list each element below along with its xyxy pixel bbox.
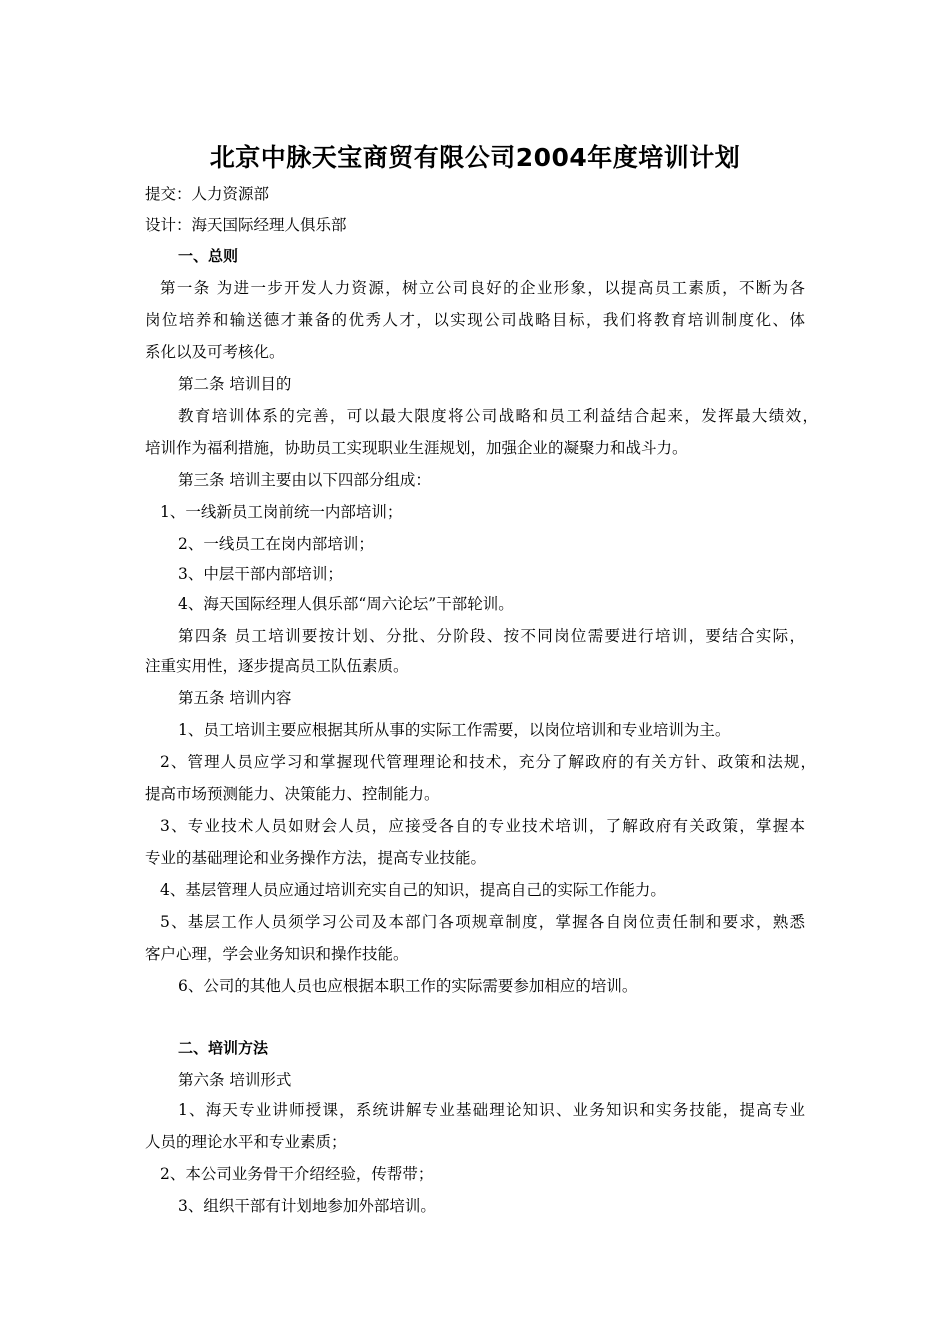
list-item: 4、海天国际经理人俱乐部“周六论坛”干部轮训。 <box>178 595 514 613</box>
list-item: 2、本公司业务骨干介绍经验，传帮带； <box>160 1165 434 1183</box>
designer-line: 设计：海天国际经理人俱乐部 <box>145 216 347 234</box>
article-2-line: 教育培训体系的完善，可以最大限度将公司战略和员工利益结合起来，发挥最大绩效， <box>178 407 818 425</box>
list-item: 3、专业技术人员如财会人员，应接受各自的专业技术培训，了解政府有关政策，掌握本 <box>160 817 805 835</box>
submitter-line: 提交：人力资源部 <box>145 185 270 203</box>
article-5-title: 第五条 培训内容 <box>178 689 292 707</box>
list-item: 3、组织干部有计划地参加外部培训。 <box>178 1197 436 1215</box>
list-item: 1、海天专业讲师授课，系统讲解专业基础理论知识、业务知识和实务技能，提高专业 <box>178 1101 805 1119</box>
list-item: 2、一线员工在岗内部培训； <box>178 535 374 553</box>
article-3-title: 第三条 培训主要由以下四部分组成： <box>178 471 431 489</box>
section-heading-methods: 二、培训方法 <box>178 1039 269 1057</box>
list-item: 2、管理人员应学习和掌握现代管理理论和技术，充分了解政府的有关方针、政策和法规， <box>160 753 816 771</box>
article-4-line: 注重实用性，逐步提高员工队伍素质。 <box>145 657 409 675</box>
list-item: 提高市场预测能力、决策能力、控制能力。 <box>145 785 440 803</box>
list-item: 1、员工培训主要应根据其所从事的实际工作需要，以岗位培训和专业培训为主。 <box>178 721 731 739</box>
list-item: 人员的理论水平和专业素质； <box>145 1133 347 1151</box>
list-item: 3、中层干部内部培训； <box>178 565 343 583</box>
list-item: 专业的基础理论和业务操作方法，提高专业技能。 <box>145 849 487 867</box>
article-1-line: 岗位培养和输送德才兼备的优秀人才，以实现公司战略目标，我们将教育培训制度化、体 <box>145 311 805 329</box>
article-6-title: 第六条 培训形式 <box>178 1071 292 1089</box>
list-item: 5、基层工作人员须学习公司及本部门各项规章制度，掌握各自岗位责任制和要求，熟悉 <box>160 913 805 931</box>
section-heading-general: 一、总则 <box>178 247 239 265</box>
article-2-title: 第二条 培训目的 <box>178 375 292 393</box>
article-4-line: 第四条 员工培训要按计划、分批、分阶段、按不同岗位需要进行培训，要结合实际， <box>178 627 805 645</box>
list-item: 客户心理，学会业务知识和操作技能。 <box>145 945 409 963</box>
list-item: 6、公司的其他人员也应根据本职工作的实际需要参加相应的培训。 <box>178 977 638 995</box>
list-item: 1、一线新员工岗前统一内部培训； <box>160 503 403 521</box>
article-1-line: 第一条 为进一步开发人力资源，树立公司良好的企业形象，以提高员工素质，不断为各 <box>160 279 805 297</box>
article-2-line: 培训作为福利措施，协助员工实现职业生涯规划，加强企业的凝聚力和战斗力。 <box>145 439 688 457</box>
list-item: 4、基层管理人员应通过培训充实自己的知识，提高自己的实际工作能力。 <box>160 881 666 899</box>
article-1-line: 系化以及可考核化。 <box>145 343 285 361</box>
document-title: 北京中脉天宝商贸有限公司2004年度培训计划 <box>209 143 741 172</box>
